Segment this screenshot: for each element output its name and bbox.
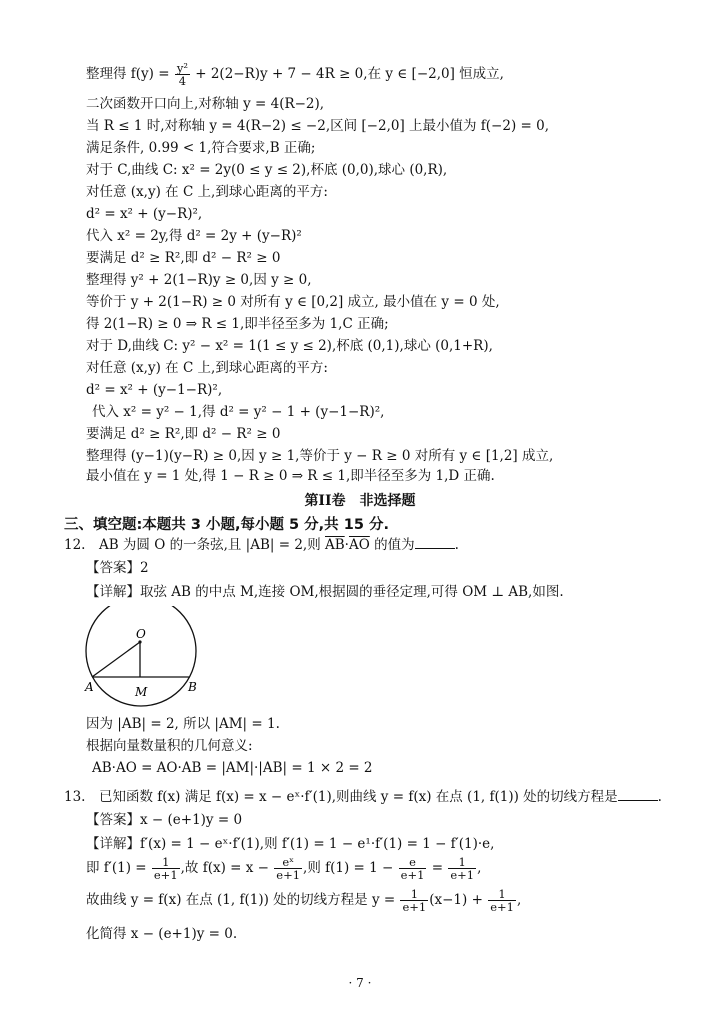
fraction-denominator: e+1 [402, 900, 427, 914]
text-span: 故曲线 y = f(x) 在点 (1, f(1)) 处的切线方程是 y = [86, 892, 400, 908]
fraction-denominator: e+1 [153, 868, 178, 882]
text-span: , [516, 892, 522, 908]
text-line: 代入 x² = y² − 1,得 d² = y² − 1 + (y−1−R)², [92, 404, 385, 420]
text-span: = [427, 860, 448, 876]
answer-blank [415, 536, 455, 549]
fraction [152, 856, 180, 881]
text-line: 化简得 x − (e+1)y = 0. [86, 926, 238, 942]
fraction-numerator: eˣ [274, 856, 302, 869]
fraction-numerator: 1 [400, 888, 428, 901]
text-line: 代入 x² = 2y,得 d² = 2y + (y−R)² [86, 228, 302, 244]
text-line: 对任意 (x,y) 在 C 上,到球心距离的平方: [86, 184, 328, 200]
fraction [400, 888, 428, 913]
text-line [86, 62, 504, 87]
section-title: 第II卷 非选择题 [304, 493, 416, 509]
vector-ab: $\overline{AB}$ [325, 537, 345, 553]
answer-blank [618, 788, 658, 801]
question-12-stem: 12. AB 为圆 O 的一条弦,且 |AB| = 2,则 $\overline{AB}\cdot\overline{AO}$ 的值为 . [64, 537, 459, 553]
text-line: 二次函数开口向上,对称轴 y = 4(R−2), [86, 96, 325, 112]
fraction [488, 888, 516, 913]
text-line: 整理得 y² + 2(1−R)y ≥ 0,因 y ≥ 0, [86, 272, 312, 288]
text-line: 要满足 d² ≥ R²,即 d² − R² ≥ 0 [86, 426, 281, 442]
text-line: 对于 D,曲线 C: y² − x² = 1(1 ≤ y ≤ 2),杯底 (0,1),球心 (0,1+R), [86, 338, 493, 354]
text-line: 要满足 d² ≥ R²,即 d² − R² ≥ 0 [86, 250, 281, 266]
fraction [448, 856, 476, 881]
text-line [86, 856, 481, 881]
detail-line: 【详解】f′(x) = 1 − eˣ·f′(1),则 f′(1) = 1 − e¹·f′(1) = 1 − f′(1)·e, [86, 836, 495, 852]
label-m: M [135, 685, 148, 699]
fraction-denominator: e+1 [490, 900, 514, 914]
label-o: O [136, 627, 146, 641]
text-line: 对任意 (x,y) 在 C 上,到球心距离的平方: [86, 360, 328, 376]
circle-figure [80, 606, 210, 710]
text-line: 得 2(1−R) ≥ 0 ⇒ R ≤ 1,即半径至多为 1,C 正确; [86, 316, 389, 332]
section-heading: 三、填空题:本题共 3 小题,每小题 5 分,共 15 分. [64, 517, 389, 533]
text-line [86, 888, 521, 913]
fraction-numerator: e [399, 856, 427, 869]
fraction [175, 62, 190, 87]
segment-oa [92, 642, 140, 677]
text-line: d² = x² + (y−R)², [86, 206, 203, 222]
text-line: 整理得 (y−1)(y−R) ≥ 0,因 y ≥ 1,等价于 y − R ≥ 0 对所有 y ∈ [1,2] 成立, [86, 448, 554, 464]
text-span: 即 f′(1) = [86, 860, 151, 876]
fraction-numerator: 1 [488, 888, 516, 901]
fraction-numerator: 1 [448, 856, 476, 869]
fraction [274, 856, 302, 881]
answer-line: 【答案】x − (e+1)y = 0 [86, 812, 243, 828]
detail-line: 【详解】取弦 AB 的中点 M,连接 OM,根据圆的垂径定理,可得 OM ⊥ AB,如图. [86, 584, 564, 600]
text-line: 因为 |AB| = 2, 所以 |AM| = 1. [86, 716, 280, 732]
text-span: (x−1) + [429, 892, 488, 908]
page-number: · 7 · [348, 976, 372, 990]
text-line: 等价于 y + 2(1−R) ≥ 0 对所有 y ∈ [0,2] 成立, 最小值在 y = 0 处, [86, 294, 500, 310]
fraction-denominator: e+1 [276, 868, 301, 882]
text-line: 满足条件, 0.99 < 1,符合要求,B 正确; [86, 140, 316, 156]
fraction-numerator: y² [176, 61, 188, 75]
text-span: 12. AB 为圆 O 的一条弦,且 |AB| = 2,则 [64, 537, 325, 553]
text-span: 13. 已知函数 f(x) 满足 f(x) = x − eˣ·f′(1),则曲线 y = f(x) 在点 (1, f(1)) 处的切线方程是 [64, 789, 618, 805]
label-b: B [188, 680, 197, 694]
text-span: 整理得 f(y) = [86, 66, 174, 82]
fraction-numerator: 1 [152, 856, 180, 869]
fraction-denominator: e+1 [400, 868, 425, 882]
fraction-denominator: 4 [178, 74, 187, 88]
text-line: 最小值在 y = 1 处,得 1 − R ≥ 0 ⇒ R ≤ 1,即半径至多为 1,D 正确. [86, 468, 495, 484]
dot-operator: · [344, 537, 349, 553]
answer-line: 【答案】2 [86, 560, 149, 576]
vector-ao: $\overline{AO}$ [348, 537, 370, 553]
text-line: d² = x² + (y−1−R)², [86, 382, 223, 398]
label-a: A [85, 680, 94, 694]
text-line: 对于 C,曲线 C: x² = 2y(0 ≤ y ≤ 2),杯底 (0,0),球心 (0,R), [86, 162, 448, 178]
text-span: ,故 f(x) = x − [180, 860, 274, 876]
fraction-denominator: e+1 [450, 868, 475, 882]
fraction [399, 856, 427, 881]
text-span: 的值为 [369, 537, 415, 553]
text-line: 根据向量数量积的几何意义: [86, 738, 253, 754]
text-span: , [477, 860, 482, 876]
text-line: AB·AO = AO·AB = |AM|·|AB| = 1 × 2 = 2 [92, 760, 373, 776]
text-line: 当 R ≤ 1 时,对称轴 y = 4(R−2) ≤ −2,区间 [−2,0] 上最小值为 f(−2) = 0, [86, 118, 550, 134]
question-13-stem: 13. 已知函数 f(x) 满足 f(x) = x − eˣ·f′(1),则曲线 y = f(x) 在点 (1, f(1)) 处的切线方程是 . [64, 789, 662, 805]
text-span: + 2(2−R)y + 7 − 4R ≥ 0,在 y ∈ [−2,0] 恒成立, [190, 66, 504, 82]
text-span: ,则 f(1) = 1 − [303, 860, 398, 876]
